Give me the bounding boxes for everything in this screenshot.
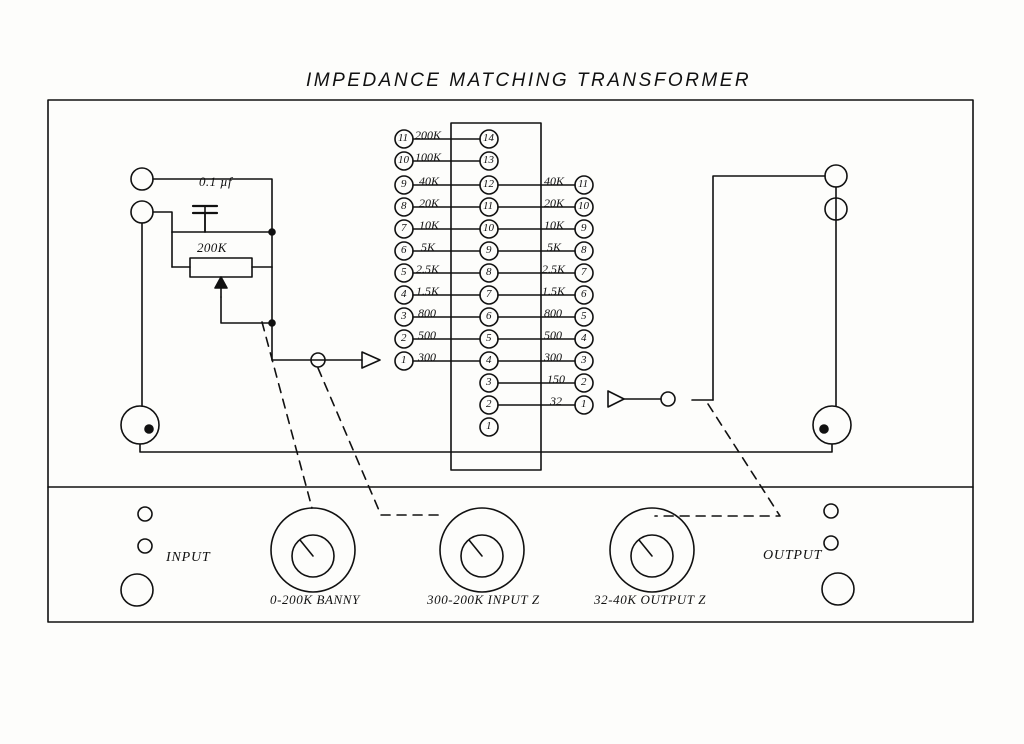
sw-left-val-9: 800 <box>418 306 436 320</box>
sw-right-val-9: 300 <box>544 350 562 364</box>
sw-left-num-1: 1 <box>401 354 407 366</box>
linkage-dash-1 <box>262 322 312 508</box>
sw-mid-num-6: 6 <box>486 310 492 322</box>
sw-mid-num-11: 11 <box>483 200 494 212</box>
sw-left-num-3: 3 <box>401 310 407 322</box>
sw-left-num-9: 9 <box>401 178 407 190</box>
sw-mid-num-2: 2 <box>486 398 492 410</box>
sw-left-val-6: 5K <box>421 240 436 254</box>
sw-left-val-1: 200K <box>415 128 442 142</box>
sw-mid-num-12: 12 <box>483 178 494 190</box>
knob-label-output-z: 32-40K OUTPUT Z <box>594 592 707 607</box>
sw-right-num-2: 2 <box>581 376 587 388</box>
sw-right-val-8: 500 <box>544 328 562 342</box>
wire-output-loop <box>713 176 825 400</box>
sw-left-val-7: 2.5K <box>416 262 440 276</box>
panel-jack-left <box>121 574 153 606</box>
input-label: INPUT <box>166 550 211 565</box>
knob-1-pointer <box>300 540 313 556</box>
sw-left-val-4: 20K <box>419 196 440 210</box>
page-title: IMPEDANCE MATCHING TRANSFORMER <box>306 70 752 91</box>
sw-right-num-11: 11 <box>578 178 589 190</box>
sw-left-val-2: 100K <box>415 150 442 164</box>
sw-mid-num-5: 5 <box>486 332 492 344</box>
sw-mid-num-13: 13 <box>483 154 494 166</box>
sw-left-num-6: 6 <box>401 244 407 256</box>
sw-right-num-7: 7 <box>581 266 587 278</box>
left-binding-post <box>121 406 159 444</box>
knob-3-pointer <box>639 540 652 556</box>
sw-right-num-9: 9 <box>581 222 587 234</box>
output-label: OUTPUT <box>763 548 823 563</box>
sw-left-num-4: 4 <box>401 288 407 300</box>
panel-screw-right-1 <box>824 504 838 518</box>
sw-right-val-10: 150 <box>547 372 565 386</box>
right-binding-post <box>813 406 851 444</box>
sw-right-val-7: 800 <box>544 306 562 320</box>
sw-right-num-6: 6 <box>581 288 587 300</box>
sw-mid-num-7: 7 <box>486 288 492 300</box>
sw-left-val-11: 300 <box>418 350 436 364</box>
linkage-dash-3 <box>655 404 780 516</box>
panel-screw-left-2 <box>138 539 152 553</box>
sw-left-val-5: 10K <box>419 218 440 232</box>
sw-mid-num-9: 9 <box>486 244 492 256</box>
sw-left-val-10: 500 <box>418 328 436 342</box>
knob-2-body <box>440 508 524 592</box>
sw-mid-num-1: 1 <box>486 420 492 432</box>
pot-wiper-arrow <box>215 277 227 288</box>
sw-left-num-7: 7 <box>401 222 407 234</box>
panel-screw-left-1 <box>138 507 152 521</box>
sw-right-val-5: 2.5K <box>542 262 566 276</box>
sw-right-num-1: 1 <box>581 398 587 410</box>
input-jack-top <box>131 168 153 190</box>
wire-second-jack <box>153 212 172 232</box>
sw-left-num-11: 11 <box>398 132 409 144</box>
sw-mid-num-4: 4 <box>486 354 492 366</box>
knob-1-body <box>271 508 355 592</box>
capacitor-label: 0.1 µf <box>199 174 233 189</box>
sw-left-val-8: 1.5K <box>416 284 440 298</box>
panel-screw-right-2 <box>824 536 838 550</box>
knob-label-banny: 0-200K BANNY <box>270 592 360 607</box>
arrow-right-head <box>362 352 380 368</box>
linkage-dash-2 <box>318 368 441 515</box>
knob-label-input-z: 300-200K INPUT Z <box>427 592 540 607</box>
sw-right-num-10: 10 <box>578 200 589 212</box>
switch-enclosure <box>451 123 541 470</box>
sw-left-val-3: 40K <box>419 174 440 188</box>
sw-mid-num-8: 8 <box>486 266 492 278</box>
sw-right-val-1: 40K <box>544 174 565 188</box>
arrow-left-head <box>608 391 624 407</box>
sw-right-num-4: 4 <box>581 332 587 344</box>
sw-right-val-6: 1.5K <box>542 284 566 298</box>
sw-right-num-5: 5 <box>581 310 587 322</box>
sw-mid-num-14: 14 <box>483 132 494 144</box>
sw-right-num-3: 3 <box>581 354 587 366</box>
input-jack-bottom <box>131 201 153 223</box>
sw-left-num-2: 2 <box>401 332 407 344</box>
panel-jack-right <box>822 573 854 605</box>
sw-right-num-8: 8 <box>581 244 587 256</box>
potentiometer-label: 200K <box>197 240 227 255</box>
sw-right-val-4: 5K <box>547 240 562 254</box>
knob-2-pointer <box>469 540 482 556</box>
wire-wiper <box>221 297 272 323</box>
sw-left-num-10: 10 <box>398 154 409 166</box>
terminal-small-right <box>661 392 675 406</box>
sw-mid-num-10: 10 <box>483 222 494 234</box>
sw-mid-num-3: 3 <box>486 376 492 388</box>
sw-right-val-11: 32 <box>550 394 562 408</box>
output-jack-top <box>825 165 847 187</box>
sw-right-val-2: 20K <box>544 196 565 210</box>
wire-bottom-bus <box>140 444 832 452</box>
sw-right-val-3: 10K <box>544 218 565 232</box>
potentiometer-body <box>190 258 252 277</box>
sw-left-num-8: 8 <box>401 200 407 212</box>
sw-left-num-5: 5 <box>401 266 407 278</box>
junction-b <box>269 320 275 326</box>
knob-3-body <box>610 508 694 592</box>
